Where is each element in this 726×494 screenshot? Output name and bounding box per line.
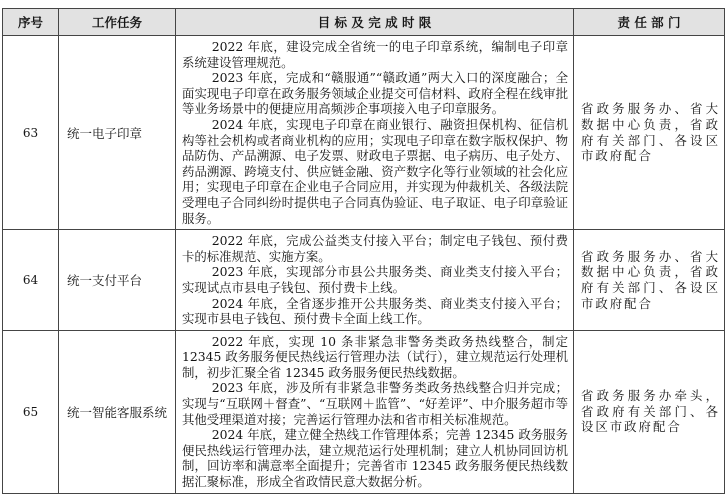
goal-paragraph: 2023 年底，涉及所有非紧急非警务类政务热线整合归并完成；实现与“互联网＋督查”、“互联网＋监管”、“好差评”、中介服务超市等其他受理渠道对接；完善运行管理办法和省市相关标准规范。 (182, 380, 568, 427)
header-goal: 目 标 及 完 成 时 限 (176, 9, 574, 36)
header-dept: 责 任 部 门 (574, 9, 725, 36)
row-task: 统一智能客服系统 (59, 330, 176, 493)
row-dept: 省政务服务办、省大数据中心负责，省政府有关部门、各设区市政府配合 (574, 36, 725, 230)
goal-paragraph: 2022 年底，建设完成全省统一的电子印章系统，编制电子印章系统建设管理规范。 (182, 39, 568, 70)
row-number: 64 (3, 230, 59, 331)
table-row (3, 330, 725, 493)
goal-paragraph: 2023 年底，完成和“赣服通”“赣政通”两大入口的深度融合；全面实现电子印章在政务服务领域企业提交可信材料、政府全程在线审批等业务场景中的便捷应用高频涉企事项接入电子印章服务。 (182, 70, 568, 117)
table-row (3, 230, 725, 331)
table-row (3, 36, 725, 230)
row-goals (176, 230, 574, 331)
goal-paragraph: 2022 年底，实现 10 条非紧急非警务类政务热线整合，制定 12345 政务服务便民热线运行管理办法（试行），建立规范运行处理机制，初步汇聚全省 12345 政务服务便民热线数据。 (182, 333, 568, 380)
task-table (2, 8, 725, 494)
table-header-row (3, 9, 725, 36)
header-task: 工作任务 (59, 9, 176, 36)
row-number: 65 (3, 330, 59, 493)
row-dept: 省政务服务办、省大数据中心负责，省政府有关部门、各设区市政府配合 (574, 230, 725, 331)
row-goals (176, 36, 574, 230)
row-number: 63 (3, 36, 59, 230)
row-goals (176, 330, 574, 493)
row-dept: 省政务服务办牵头，省政府有关部门、各设区市政府配合 (574, 330, 725, 493)
goal-paragraph: 2024 年底，建立健全热线工作管理体系；完善 12345 政务服务便民热线运行管理办法，建立规范运行处理机制；建立人机协同回访机制，回访率和满意率全面提升；完善省市 12345 政务服务便民热线数据汇聚标准，形成全省政情民意大数据分析。 (182, 427, 568, 490)
goal-paragraph: 2024 年底，全省逐步推开公共服务类、商业类支付接入平台；实现市县电子钱包、预付费卡全面上线工作。 (182, 295, 568, 327)
goal-paragraph: 2024 年底，实现电子印章在商业银行、融资担保机构、征信机构等社会机构或者商业机构的应用；实现电子印章在数字版权保护、物品防伪、产品溯源、电子发票、财政电子票据、电子病历、电子处方、药品溯源、跨境支付、供应链金融、资产数字化等行业领域的社会化应用；实现电子印章在企业电子合同应用，并实现为仲裁机关、各级法院受理电子合同纠纷时提供电子合同真伪验证、电子取证、电子印章验证服务。 (182, 116, 568, 226)
header-no: 序号 (3, 9, 59, 36)
goal-paragraph: 2023 年底，实现部分市县公共服务类、商业类支付接入平台；实现试点市县电子钱包、预付费卡上线。 (182, 264, 568, 295)
goal-paragraph: 2022 年底，完成公益类支付接入平台；制定电子钱包、预付费卡的标准规范、实施方案。 (182, 233, 568, 264)
row-task: 统一电子印章 (59, 36, 176, 230)
row-task: 统一支付平台 (59, 230, 176, 331)
